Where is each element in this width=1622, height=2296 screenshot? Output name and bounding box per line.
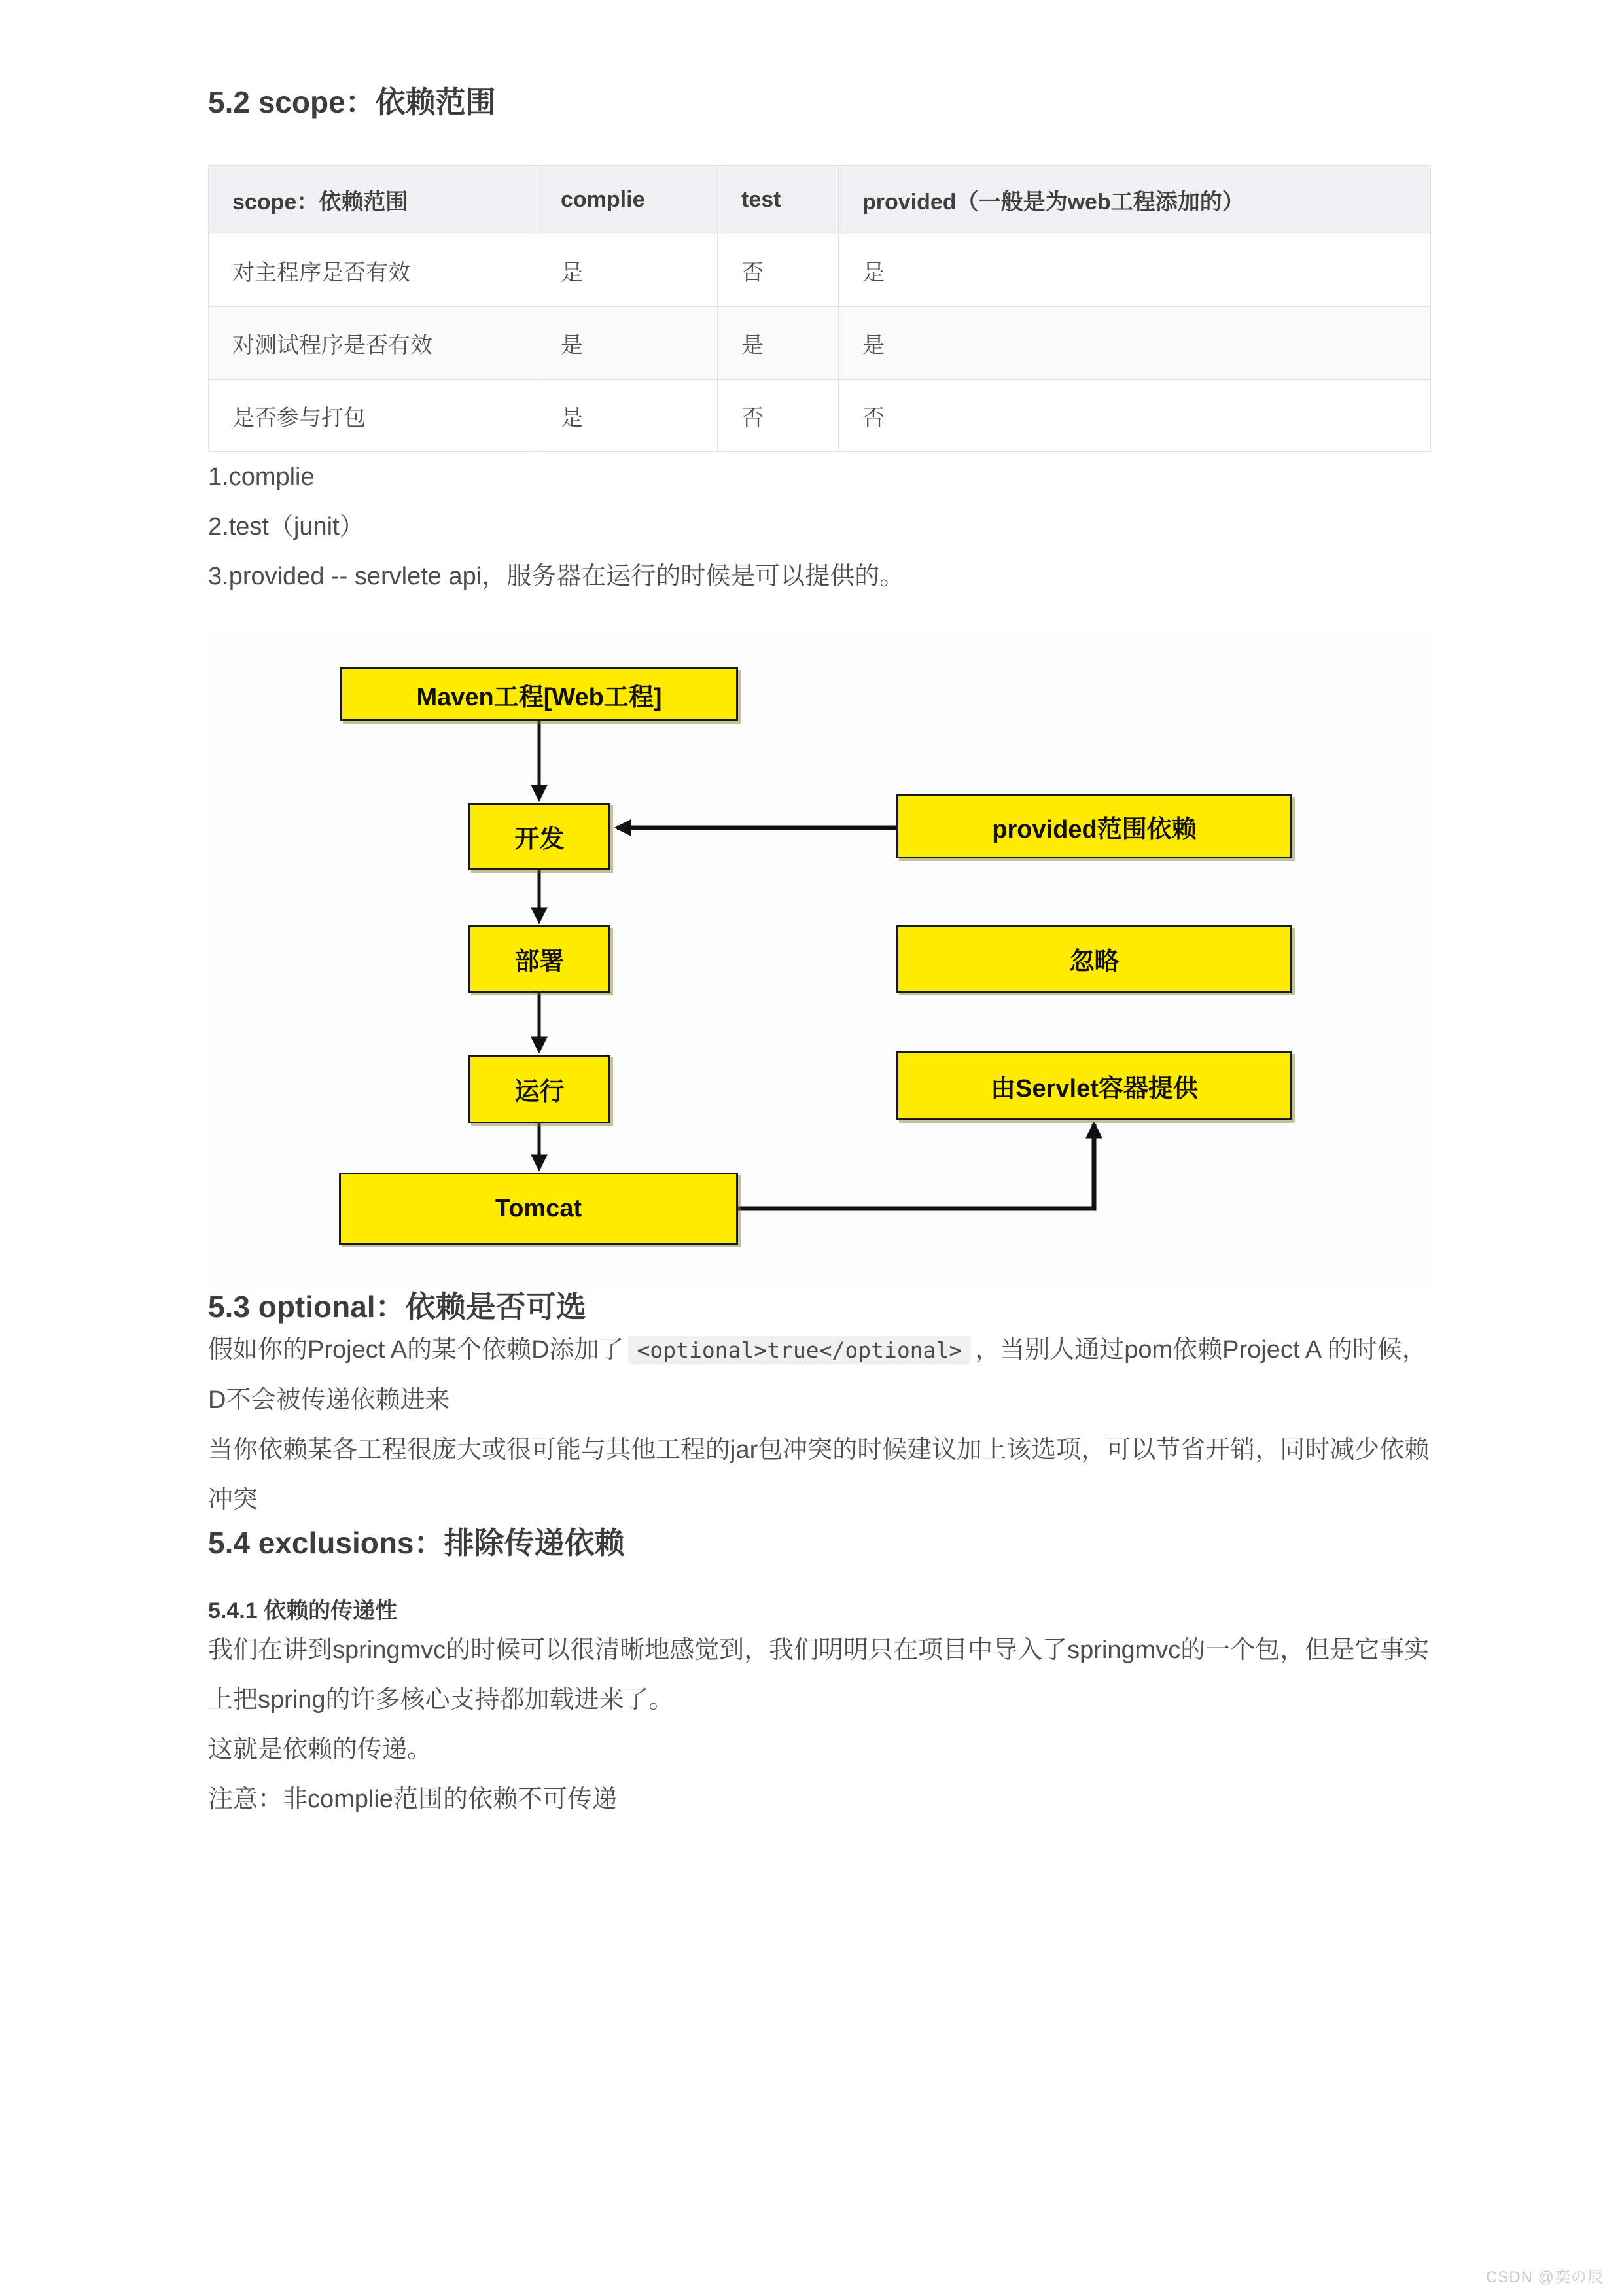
transitivity-note: 注意：非complie范围的依赖不可传递: [208, 1786, 617, 1813]
diagram-node-servlet-container: 由Servlet容器提供: [896, 1051, 1292, 1120]
article-content: [208, 0, 1432, 1824]
table-row: [209, 380, 1431, 452]
diagram-node-provided-scope: provided范围依赖: [896, 794, 1292, 858]
table-cell: 是: [839, 234, 1431, 307]
transitivity-summary: 这就是依赖的传递。: [208, 1736, 432, 1763]
heading-5-3: 5.3 optional：依赖是否可选: [208, 1290, 586, 1324]
table-header-row: [209, 166, 1431, 234]
optional-advice-paragraph: 当你依赖某各工程很庞大或很可能与其他工程的jar包冲突的时候建议加上该选项，可以节省开销，同时减少依赖冲突: [208, 1436, 1430, 1513]
table-cell: 是: [839, 307, 1431, 380]
diagram-node-deploy: 部署: [468, 925, 610, 993]
optional-text-before: 假如你的Project A的某个依赖D添加了: [208, 1336, 624, 1364]
csdn-watermark: CSDN @奕の辰: [1485, 2269, 1604, 2286]
table-cell: 否: [839, 380, 1431, 452]
table-cell: 对主程序是否有效: [209, 234, 537, 307]
table-header-provided: provided（一般是为web工程添加的）: [839, 166, 1431, 234]
table-cell: 否: [718, 234, 839, 307]
table-row: [209, 234, 1431, 307]
table-cell: 对测试程序是否有效: [209, 307, 537, 380]
scope-flow-diagram: [208, 631, 1432, 1288]
optional-text-after: ，当别人通过pom依赖Project A 的时候，D不会被传递依赖进来: [208, 1336, 1427, 1414]
table-cell: 否: [718, 380, 839, 452]
diagram-node-tomcat: Tomcat: [339, 1173, 738, 1245]
table-cell: 是: [537, 307, 718, 380]
table-cell: 是: [718, 307, 839, 380]
diagram-node-ignore: 忽略: [896, 925, 1292, 993]
diagram-node-run: 运行: [468, 1055, 610, 1123]
table-header-test: test: [718, 166, 839, 234]
note-test: 2.test（junit）: [208, 513, 364, 540]
heading-5-2: 5.2 scope：依赖范围: [208, 85, 496, 119]
transitivity-paragraph: 我们在讲到springmvc的时候可以很清晰地感觉到，我们明明只在项目中导入了springmvc的一个包，但是它事实上把spring的许多核心支持都加载进来了。: [208, 1636, 1430, 1714]
note-provided: 3.provided -- servlete api，服务器在运行的时候是可以提供的。: [208, 563, 905, 590]
diagram-node-develop: 开发: [468, 803, 610, 870]
table-header-complie: complie: [537, 166, 718, 234]
table-header-scope: scope：依赖范围: [209, 166, 537, 234]
heading-5-4: 5.4 exclusions：排除传递依赖: [208, 1526, 625, 1560]
table-row: [209, 307, 1431, 380]
diagram-node-maven-web-project: Maven工程[Web工程]: [340, 667, 738, 721]
optional-inline-code: <optional>true</optional>: [628, 1336, 972, 1364]
table-cell: 是: [537, 380, 718, 452]
heading-5-4-1: 5.4.1 依赖的传递性: [208, 1598, 398, 1623]
note-complie: 1.complie: [208, 463, 315, 491]
table-cell: 是: [537, 234, 718, 307]
optional-paragraph: [208, 1325, 1432, 1425]
scope-table: [208, 165, 1431, 452]
table-cell: 是否参与打包: [209, 380, 537, 452]
